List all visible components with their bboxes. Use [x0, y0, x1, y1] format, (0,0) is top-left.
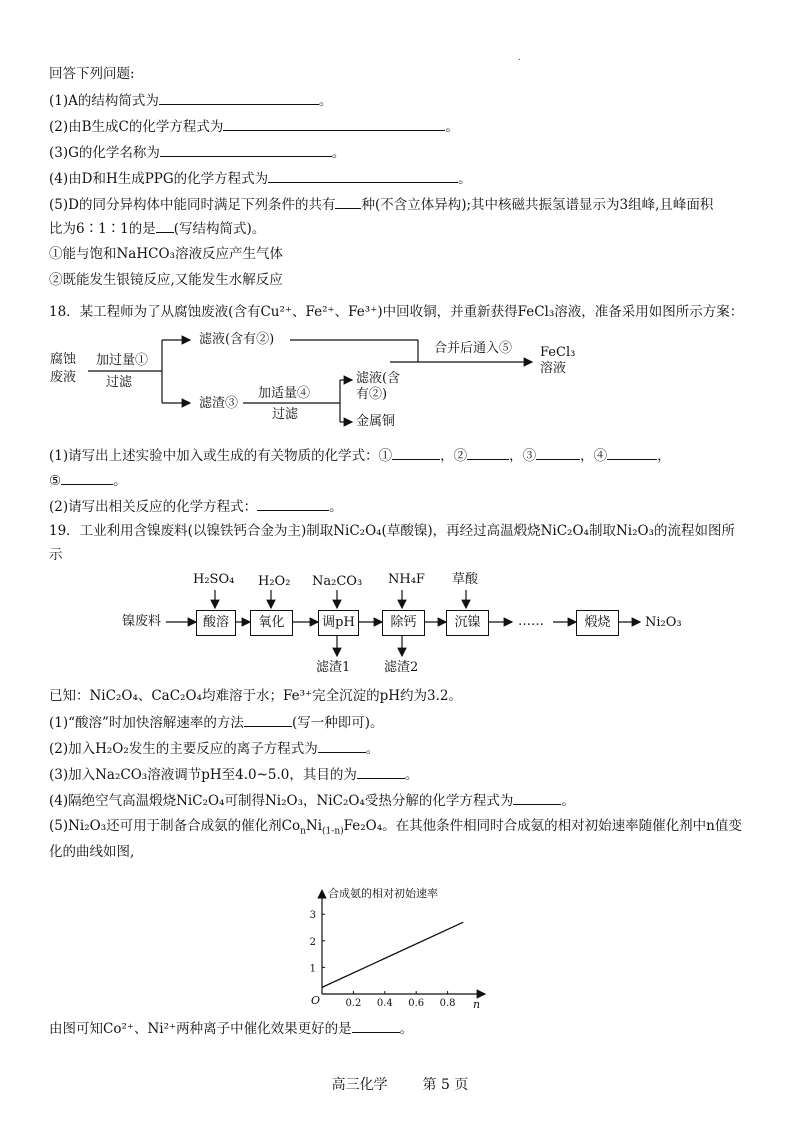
answer-blank[interactable] — [352, 1018, 400, 1033]
q19-last: 由图可知Co²⁺、Ni²⁺两种离子中催化效果更好的是 。 — [49, 1018, 413, 1039]
q19-part3: (3)加入Na₂CO₃溶液调节pH至4.0~5.0，其目的为 。 — [49, 764, 418, 785]
y-tick-label: 2 — [309, 936, 316, 948]
y-tick-label: 1 — [309, 963, 316, 975]
flow-filtrate-1: 滤液(含有②) — [199, 332, 275, 347]
q17-part5: (5)D的同分异构体中能同时满足下列条件的共有 种(不含立体异构);其中核磁共振氢谱显示为3组峰,且峰面积 — [49, 194, 713, 215]
flow-filter-2: 过滤 — [272, 407, 299, 422]
flow-product-fecl3: FeCl₃ — [540, 345, 576, 360]
origin-label: O — [311, 994, 321, 1007]
step-adjust-ph: 调pH — [318, 610, 359, 636]
y-axis-label: 合成氨的相对初始速率 — [328, 887, 438, 901]
q18-part2: (2)请写出相关反应的化学方程式： 。 — [49, 496, 343, 517]
reagent-h2o2: H₂O₂ — [258, 574, 291, 589]
step-remove-calcium: 除钙 — [382, 610, 425, 636]
step-calcine: 煅烧 — [576, 610, 619, 636]
step-acid-dissolve: 酸溶 — [196, 610, 236, 636]
series-line-rate — [322, 922, 463, 987]
filter-residue-2: 滤渣2 — [384, 660, 419, 675]
reagent-na2co3: Na₂CO₃ — [312, 574, 363, 589]
footer-subject: 高三化学 — [331, 1077, 388, 1093]
flow-combine: 合并后通入⑤ — [434, 341, 513, 356]
step-precipitate-nickel: 沉镍 — [446, 610, 489, 636]
flow-nickel-waste: 镍废料 — [122, 614, 162, 629]
q18-part1-cont: ⑤ 。 — [49, 470, 127, 491]
q19-part4: (4)隔绝空气高温煅烧NiC₂O₄可制得Ni₂O₃，NiC₂O₄受热分解的化学方程式为 。 — [49, 790, 575, 811]
q18-stem: 18．某工程师为了从腐蚀废液(含有Cu²⁺、Fe²⁺、Fe³⁺)中回收铜，并重新获得FeCl₃溶液，准备采用如图所示方案： — [49, 304, 744, 320]
flow-ellipsis: …… — [518, 614, 544, 629]
filter-residue-1: 滤渣1 — [316, 660, 351, 675]
flow-filtrate-2b: 有②) — [356, 387, 388, 402]
step-oxidation: 氧化 — [250, 610, 293, 636]
y-tick-label: 3 — [309, 910, 316, 922]
reagent-nh4f: NH₄F — [388, 572, 425, 587]
q19-known: 已知：NiC₂O₄、CaC₂O₄均难溶于水；Fe³⁺完全沉淀的pH约为3.2。 — [49, 688, 462, 704]
x-tick-label: 0.4 — [376, 998, 393, 1009]
q19-stem-cont: 示 — [49, 547, 63, 563]
flow-add-excess: 加过量① — [96, 353, 149, 368]
q17-part5-cont: 比为6∶1∶1的是 (写结构简式)。 — [49, 218, 265, 239]
x-axis-label: n — [473, 998, 481, 1011]
q19-part2: (2)加入H₂O₂发生的主要反应的离子方程式为 。 — [49, 738, 379, 759]
flow-waste-liquid-2: 废液 — [50, 370, 77, 385]
q19-stem: 19．工业利用含镍废料(以镍铁钙合金为主)制取NiC₂O₄(草酸镍)，再经过高温煅烧NiC₂O₄制取Ni₂O₃的流程如图所 — [49, 523, 735, 539]
q19-part1: (1)“酸溶”时加快溶解速率的方法 (写一种即可)。 — [49, 712, 383, 733]
x-tick-label: 0.2 — [345, 998, 362, 1009]
flow-product-solution: 溶液 — [540, 361, 567, 376]
reagent-oxalic-acid: 草酸 — [452, 572, 479, 587]
q17-condition-1: ①能与饱和NaHCO₃溶液反应产生气体 — [49, 246, 283, 262]
flow-filtrate-2a: 滤液(含 — [356, 371, 401, 386]
page-footer — [0, 1074, 800, 1094]
flow-residue-3: 滤渣③ — [199, 396, 239, 411]
flow-filter-1: 过滤 — [106, 375, 133, 390]
q17-part1: (1)A的结构简式为 。 — [49, 90, 332, 111]
q19-part5-cont: 化的曲线如图, — [49, 844, 135, 860]
flow-product-ni2o3: Ni₂O₃ — [645, 615, 682, 630]
page-dot: . — [518, 53, 521, 62]
q18-part1: (1)请写出上述实验中加入或生成的有关物质的化学式：① ，② ，③ ，④ ， — [49, 445, 671, 466]
q17-intro: 回答下列问题: — [49, 66, 135, 82]
reagent-h2so4: H₂SO₄ — [193, 572, 235, 587]
x-tick-label: 0.8 — [439, 998, 456, 1009]
footer-page-number: 第 5 页 — [422, 1077, 469, 1093]
q19-part5: (5)Ni₂O₃还可用于制备合成氨的催化剂$Co_nNi_{(1-n)}Fe_2O_4$。在其他条件相同时合成氨的相对初始速率随催化剂中n值变 — [49, 818, 742, 837]
flow-waste-liquid-1: 腐蚀 — [50, 352, 77, 367]
q17-condition-2: ②既能发生银镜反应,又能发生水解反应 — [49, 272, 283, 288]
flow-add-proper: 加适量④ — [258, 386, 311, 401]
q17-part3: (3)G的化学名称为 。 — [49, 142, 345, 163]
flow-metal-copper: 金属铜 — [356, 414, 396, 429]
q17-part4: (4)由D和H生成PPG的化学方程式为 。 — [49, 168, 472, 189]
q17-part2: (2)由B生成C的化学方程式为 。 — [49, 116, 459, 137]
x-tick-label: 0.6 — [408, 998, 425, 1009]
